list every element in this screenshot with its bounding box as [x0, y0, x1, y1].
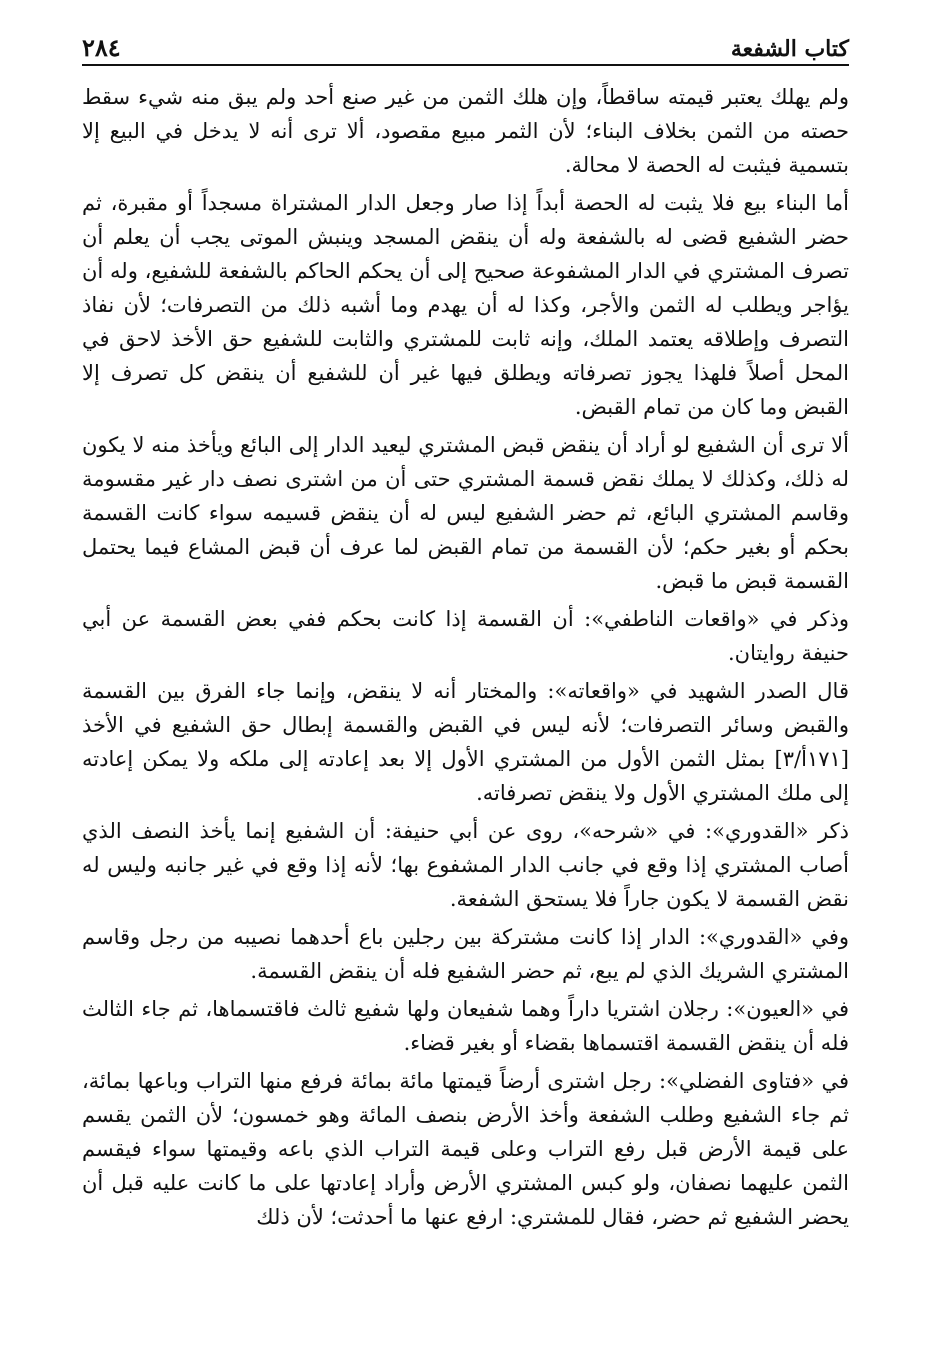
page-body [82, 80, 849, 1234]
chapter-title: كتاب الشفعة [730, 36, 849, 62]
paragraph-9: في «فتاوى الفضلي»: رجل اشترى أرضاً قيمتها مائة بمائة فرفع منها التراب وباعها بمائة، ثم جاء الشفيع وطلب الشفعة وأخذ الأرض بنصف المائة وهو خمسون؛ لأن الثمن يقسم على قيمة الأرض قبل رفع التراب وعلى قيمة التراب الذي باعه وقيمتها سواء فيقسم الثمن عليهما نصفان، ولو كبس المشتري الأرض وأراد إعادتها على ما كانت عليه قبل أن يحضر الشفيع ثم حضر، فقال للمشتري: ارفع عنها ما أحدثت؛ لأن ذلك [82, 1069, 849, 1229]
page-number: ٢٨٤ [82, 33, 121, 62]
paragraph-7: وفي «القدوري»: الدار إذا كانت مشتركة بين رجلين باع أحدهما نصيبه من رجل وقاسم المشتري الشريك الذي لم يبع، ثم حضر الشفيع فله أن ينقض القسمة. [82, 925, 849, 983]
paragraph-5: قال الصدر الشهيد في «واقعاته»: والمختار أنه لا ينقض، وإنما جاء الفرق بين القسمة والقبض وسائر التصرفات؛ لأنه ليس في القبض والقسمة إبطال حق الشفيع في الأخذ [١٧١أ/٣] بمثل الثمن الأول من المشتري الأول إلا بعد إعادته إلى ملكه ولا يمكن إعادته إلى ملك المشتري الأول ولا ينقض تصرفاته. [82, 679, 849, 805]
paragraph-2: أما البناء بيع فلا يثبت له الحصة أبداً إذا صار وجعل الدار المشتراة مسجداً أو مقبرة، ثم حضر الشفيع قضى له بالشفعة وله أن ينقض المسجد وينبش الموتى يجب أن يعلم أن تصرف المشتري في الدار المشفوعة صحيح إلى أن يحكم الحاكم بالشفعة للشفيع، وله أن يؤاجر ويطلب له الثمن والأجر، وكذا له أن يهدم وما أشبه ذلك من التصرفات؛ لأن نفاذ التصرف وإطلاقه يعتمد الملك، وإنه ثابت للمشتري والثابت للشفيع حق الأخذ لاحق في المحل أصلاً فلهذا يجوز تصرفاته ويطلق فيها غير أن للشفيع أن ينقض كل تصرف إلا القبض وما كان من تمام القبض. [82, 191, 849, 419]
paragraph-6: ذكر «القدوري»: في «شرحه»، روى عن أبي حنيفة: أن الشفيع إنما يأخذ النصف الذي أصاب المشتري إذا وقع في جانب الدار المشفوع بها؛ لأنه إذا وقع في غير جانبه وليس له نقض القسمة لا يكون جاراً فلا يستحق الشفعة. [82, 819, 849, 911]
paragraph-3: ألا ترى أن الشفيع لو أراد أن ينقض قبض المشتري ليعيد الدار إلى البائع ويأخذ منه لا يكون له ذلك، وكذلك لا يملك نقض قسمة المشتري حتى أن من اشترى نصف دار غير مقسومة وقاسم المشتري البائع، ثم حضر الشفيع ليس له أن ينقض قسيمه سواء كانت القسمة بحكم أو بغير حكم؛ لأن القسمة من تمام القبض لما عرف أن قبض المشاع فيما يحتمل القسمة قبض ما قبض. [82, 433, 849, 593]
paragraph-4: وذكر في «واقعات الناطفي»: أن القسمة إذا كانت بحكم ففي بعض القسمة عن أبي حنيفة روايتان. [82, 607, 849, 665]
paragraph-1: ولم يهلك يعتبر قيمته ساقطاً، وإن هلك الثمن من غير صنع أحد ولم يبق منه شيء سقط حصته من الثمن بخلاف البناء؛ لأن الثمر مبيع مقصود، ألا ترى أنه لا يدخل في البيع إلا بتسمية فيثبت له الحصة لا محالة. [82, 85, 849, 177]
paragraph-8: في «العيون»: رجلان اشتريا داراً وهما شفيعان ولها شفيع ثالث فاقتسماها، ثم جاء الثالث فله أن ينقض القسمة اقتسماها بقضاء أو بغير قضاء. [82, 997, 849, 1055]
running-header [82, 20, 849, 66]
